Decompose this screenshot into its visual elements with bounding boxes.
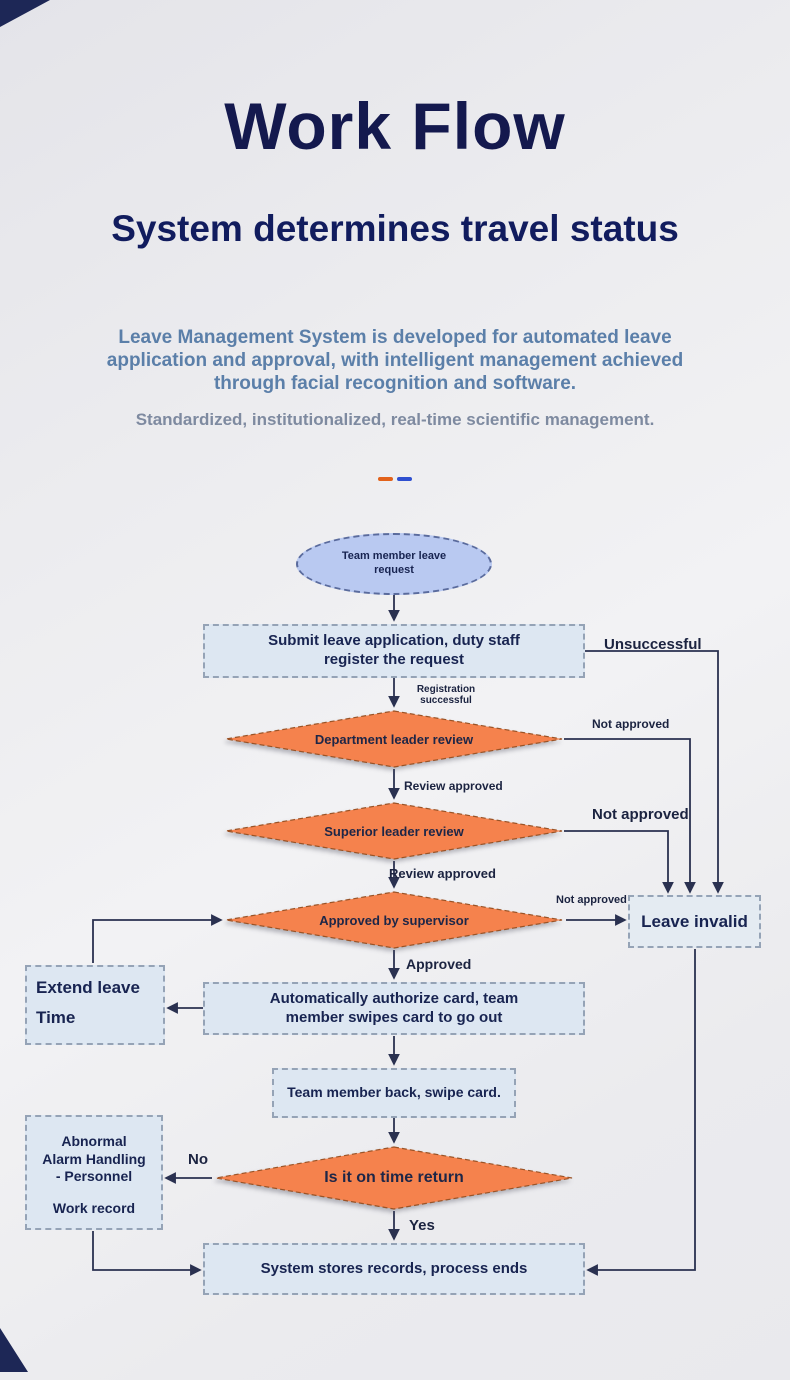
node-text: Is it on time return xyxy=(324,1169,464,1186)
label-not-approved-1: Not approved xyxy=(592,717,670,731)
node-on-time-return xyxy=(214,1146,574,1210)
page-title: Work Flow xyxy=(224,89,566,163)
node-text: Superior leader review xyxy=(324,823,464,839)
node-authorize-card xyxy=(203,982,585,1035)
node-text: Automatically authorize card, team member swipes card to go out xyxy=(269,989,519,1026)
label-no: No xyxy=(188,1151,208,1168)
description-line-3: through facial recognition and software. xyxy=(213,373,577,394)
label-unsuccessful: Unsuccessful xyxy=(604,636,702,653)
page-subtitle: System determines travel status xyxy=(111,208,679,249)
node-start xyxy=(296,533,492,595)
node-text: Extend leave xyxy=(36,978,140,997)
node-text: Submit leave application, duty staff register the request xyxy=(268,632,520,668)
node-text: Work record xyxy=(52,1199,136,1216)
node-leave-invalid xyxy=(628,895,761,948)
description-line-1: Leave Management System is developed for automated leave xyxy=(118,327,672,348)
node-text: Department leader review xyxy=(314,731,474,747)
node-text: - Personnel xyxy=(55,1168,133,1184)
label-not-approved-2: Not approved xyxy=(592,806,689,823)
label-yes: Yes xyxy=(409,1217,435,1234)
node-text: Abnormal xyxy=(61,1133,127,1149)
node-text: Approved by supervisor xyxy=(319,912,469,928)
node-text: System stores records, process ends xyxy=(260,1259,528,1277)
node-text: Alarm Handling xyxy=(42,1150,146,1167)
label-not-approved-3: Not approved xyxy=(556,894,627,906)
node-superior-review xyxy=(224,802,564,860)
label-approved: Approved xyxy=(406,956,472,972)
description-line-2: application and approval, with intelligent management achieved xyxy=(106,350,684,371)
node-text: Team member back, swipe card. xyxy=(287,1084,501,1101)
node-supervisor-review xyxy=(224,891,564,949)
node-dept-review xyxy=(224,710,564,768)
node-text: Team member leave request xyxy=(341,550,447,576)
node-text: Time xyxy=(36,1008,76,1028)
tagline: Standardized, institutionalized, real-time scientific management. xyxy=(135,410,655,429)
node-submit xyxy=(203,624,585,678)
label-registration-successful: Registration successful xyxy=(416,684,476,706)
node-member-back xyxy=(272,1068,516,1118)
node-store-records xyxy=(203,1243,585,1295)
label-review-approved-2: Review approved xyxy=(389,866,496,881)
node-extend-leave xyxy=(25,965,165,1045)
node-abnormal-handling xyxy=(25,1115,163,1230)
label-review-approved-1: Review approved xyxy=(404,779,503,793)
node-text: Leave invalid xyxy=(641,911,748,931)
